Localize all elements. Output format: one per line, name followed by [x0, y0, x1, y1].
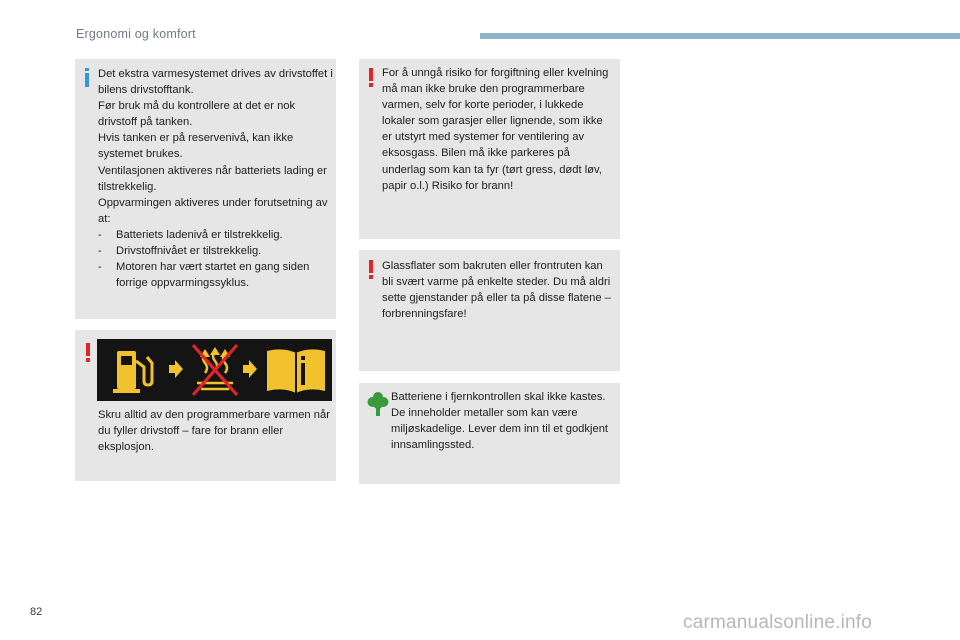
info-paragraph: Det ekstra varmesystemet drives av drivstoffet i bilens drivstofftank.: [98, 68, 333, 97]
arrow-right-icon: [243, 360, 257, 378]
fuel-pump-icon: [113, 351, 152, 393]
arrow-right-icon: [169, 360, 183, 378]
list-item: - Drivstoffnivået er tilstrekkelig.: [98, 243, 334, 259]
watermark: carmanualsonline.info: [683, 612, 873, 633]
fuel-warning-text: Skru alltid av den programmerbare varmen når du fyller drivstoff – fare for brann eller eksplosjon.: [98, 409, 330, 454]
manual-book-icon: [267, 349, 325, 393]
glass-warning-text: Glassflater som bakruten eller frontruten kan bli svært varme på enkelte steder. Du må aldri sette gjenstander på eller ta på disse flatene – forbrenningsfare!: [382, 260, 611, 321]
page-number: 82: [30, 606, 43, 618]
info-paragraph: Før bruk må du kontrollere at det er nok drivstoff på tanken.: [98, 100, 296, 129]
environment-box: [359, 383, 620, 484]
glass-warning-box: [359, 250, 620, 371]
pictogram-panel: [97, 339, 332, 401]
poisoning-warning-box: [359, 59, 620, 239]
info-paragraph: Ventilasjonen aktiveres når batteriets lading er tilstrekkelig.: [98, 164, 327, 193]
tree-icon: [367, 391, 389, 417]
environment-text: Batteriene i fjernkontrollen skal ikke kastes. De inneholder metaller som kan være miljøskadelige. Lever dem inn til et godkjent innsamlingssted.: [391, 391, 609, 452]
list-item: - Motoren har vært startet en gang siden forrige oppvarmingssyklus.: [98, 259, 334, 291]
list-item: - Batteriets ladenivå er tilstrekkelig.: [98, 227, 334, 243]
info-box: [75, 59, 336, 319]
info-paragraph: Oppvarmingen aktiveres under forutsetning av at:: [98, 196, 328, 225]
info-box-text: [98, 66, 334, 291]
crossed-out-heater-icon: [193, 345, 237, 395]
condition-list: [98, 227, 334, 291]
header-accent-bar: [480, 33, 960, 39]
section-title: Ergonomi og komfort: [76, 27, 196, 41]
pictogram-strip: [97, 339, 332, 401]
poisoning-warning-text: For å unngå risiko for forgiftning eller kvelning må man ikke bruke den programmerbare varmen, selv for korte perioder, i lukkede lokaler som garasjer eller lignende, som ikke er utstyrt med systemer for ventilering av eksosgass. Bilen må ikke parkeres på underlag som kan ta fyr (tørt gress, dødt løv, papir o.l.) Risiko for brann!: [382, 67, 609, 192]
info-paragraph: Hvis tanken er på reservenivå, kan ikke systemet brukes.: [98, 132, 294, 161]
